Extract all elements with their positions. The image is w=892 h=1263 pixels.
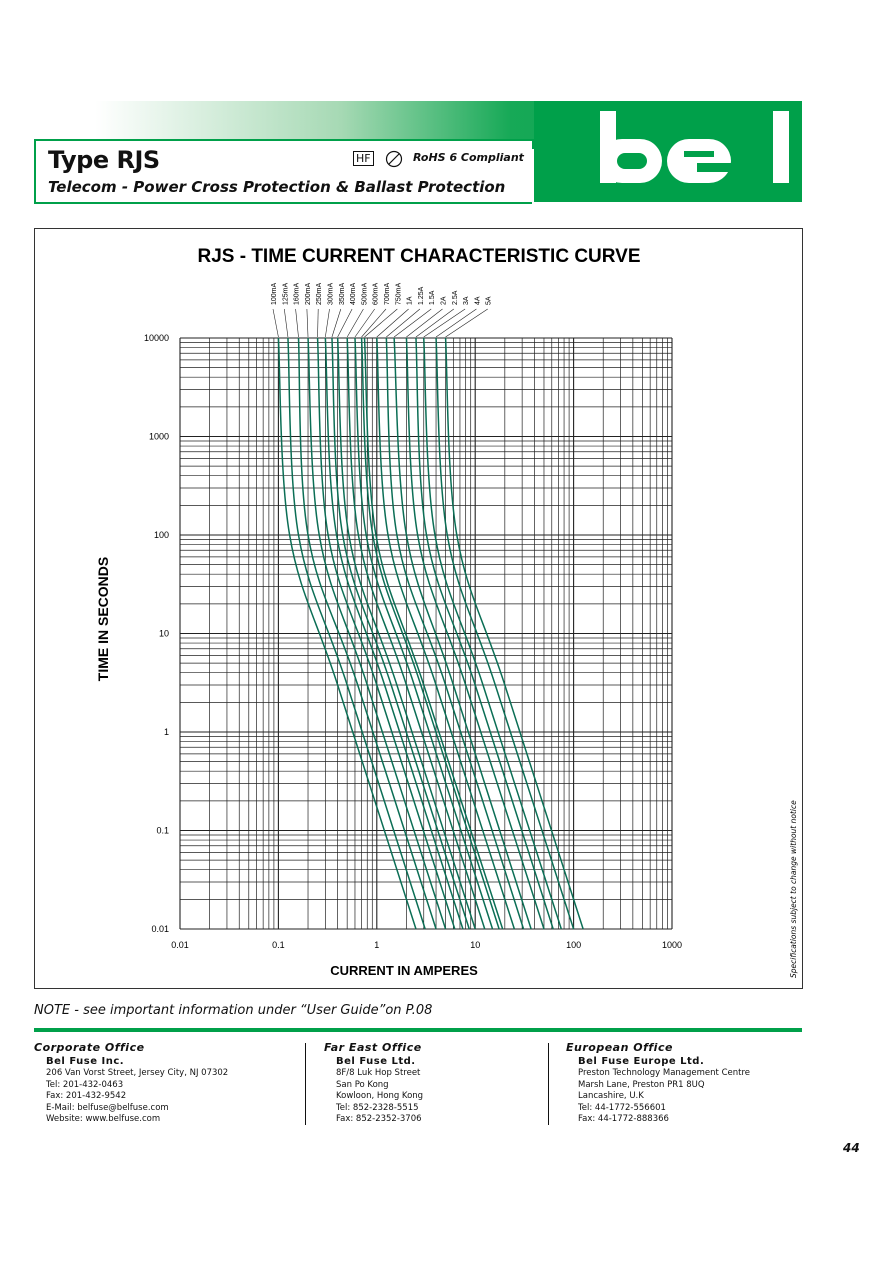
series-labels: [271, 282, 493, 305]
series-label: 200mA: [304, 282, 312, 305]
series-label: 400mA: [350, 282, 358, 305]
office-line: 206 Van Vorst Street, Jersey City, NJ 07302: [46, 1068, 229, 1078]
series-leader-line: [446, 309, 488, 337]
series-label: 1.25A: [417, 286, 425, 305]
office-line: Website: www.belfuse.com: [46, 1114, 161, 1125]
series-label: 2.5A: [451, 290, 459, 305]
series-leader-line: [362, 309, 386, 337]
office-heading: Far East Office: [324, 1041, 422, 1054]
user-guide-note: NOTE - see important information under “User Guide”on P.08: [34, 1003, 433, 1018]
halogen-free-icon: [385, 150, 403, 168]
y-tick-label: 100: [153, 530, 169, 540]
series-label: 500mA: [361, 282, 369, 305]
office-company: Bel Fuse Ltd.: [336, 1056, 416, 1067]
y-tick-label: 10: [158, 628, 169, 639]
series-label: 160mA: [293, 282, 301, 305]
series-leader-line: [273, 309, 278, 337]
series-label: 700mA: [384, 282, 391, 305]
corporate-office: [34, 1041, 228, 1126]
series-label: 100mA: [271, 282, 278, 305]
office-line: Tel: 852-2328-5515: [336, 1102, 419, 1113]
series-leader-line: [436, 309, 476, 337]
x-axis-label: CURRENT IN AMPERES: [330, 963, 478, 978]
series-leader-line: [386, 309, 420, 337]
x-tick-label: 100: [566, 940, 582, 950]
office-divider: [305, 1043, 306, 1125]
office-line: Fax: 201-432-9542: [46, 1091, 127, 1102]
office-line: Fax: 852-2352-3706: [336, 1114, 422, 1125]
office-line: 8F/8 Luk Hop Street: [336, 1068, 421, 1078]
x-tick-labels: [171, 940, 682, 950]
x-tick-label: 1000: [661, 940, 683, 950]
footer-divider: [34, 1028, 802, 1032]
series-label: 3A: [463, 296, 471, 305]
series-leader-line: [307, 309, 308, 337]
european-office: [566, 1041, 750, 1126]
series-label: 4A: [474, 296, 482, 305]
rohs-compliant-label: RoHS 6 Compliant: [413, 151, 524, 164]
series-label: 300mA: [327, 282, 335, 305]
y-axis-label: TIME IN SECONDS: [95, 556, 111, 682]
series-leader-line: [394, 309, 431, 337]
series-label: 5A: [485, 296, 493, 305]
y-tick-label: 10000: [143, 333, 169, 343]
x-tick-label: 0.1: [272, 940, 285, 950]
series-label: 350mA: [338, 282, 346, 305]
series-leader-line: [296, 309, 299, 337]
series-label: 750mA: [395, 282, 403, 305]
series-label: 250mA: [316, 282, 324, 305]
office-line: Tel: 44-1772-556601: [578, 1102, 666, 1113]
office-company: Bel Fuse Europe Ltd.: [578, 1056, 705, 1067]
series-leader-line: [318, 309, 319, 337]
office-heading: European Office: [566, 1041, 673, 1054]
series-leader-line: [406, 309, 442, 337]
office-line: Kowloon, Hong Kong: [336, 1091, 424, 1102]
chart-frame: [34, 228, 803, 989]
x-tick-label: 1: [374, 940, 380, 950]
office-line: E-Mail: belfuse@belfuse.com: [46, 1102, 169, 1113]
series-label: 125mA: [282, 282, 290, 305]
x-tick-label: 10: [470, 940, 481, 950]
y-tick-label: 0.01: [151, 924, 169, 934]
office-line: Preston Technology Management Centre: [578, 1068, 750, 1078]
series-leader-line: [284, 309, 288, 337]
page-number: 44: [843, 1141, 860, 1155]
title-box: [34, 139, 532, 204]
series-leader-line: [416, 309, 454, 337]
series-leader-lines: [273, 309, 488, 337]
series-leader-line: [325, 309, 329, 337]
y-tick-label: 1: [163, 727, 169, 737]
side-note-text: Specifications subject to change without notice: [789, 800, 798, 978]
y-tick-label: 0.1: [156, 825, 169, 836]
series-label: 1A: [406, 296, 414, 305]
office-company: Bel Fuse Inc.: [46, 1056, 125, 1067]
office-heading: Corporate Office: [34, 1041, 145, 1054]
page-subtitle: Telecom - Power Cross Protection & Ballast Protection: [48, 178, 506, 196]
chart-title: RJS - TIME CURRENT CHARACTERISTIC CURVE: [197, 246, 641, 267]
office-line: Marsh Lane, Preston PR1 8UQ: [578, 1079, 705, 1090]
office-line: Fax: 44-1772-888366: [578, 1114, 669, 1125]
bel-logo: [534, 101, 802, 202]
side-note: [786, 792, 800, 982]
far-east-office: [324, 1041, 423, 1126]
series-label: 600mA: [372, 282, 380, 305]
office-line: Tel: 201-432-0463: [46, 1079, 124, 1090]
time-current-chart: [35, 229, 802, 988]
office-divider: [548, 1043, 549, 1125]
office-line: Lancashire, U.K: [578, 1091, 644, 1102]
series-leader-line: [332, 309, 341, 337]
y-tick-label: 1000: [148, 431, 169, 442]
hf-badge: HF: [353, 151, 374, 166]
page-title: Type RJS: [48, 146, 160, 174]
series-leader-line: [424, 309, 465, 337]
bel-logo-mark: [534, 101, 802, 202]
office-line: San Po Kong: [336, 1079, 389, 1090]
series-label: 1.5A: [429, 290, 437, 305]
x-tick-label: 0.01: [171, 940, 189, 950]
y-tick-labels: [144, 333, 169, 934]
series-label: 2A: [440, 296, 448, 305]
